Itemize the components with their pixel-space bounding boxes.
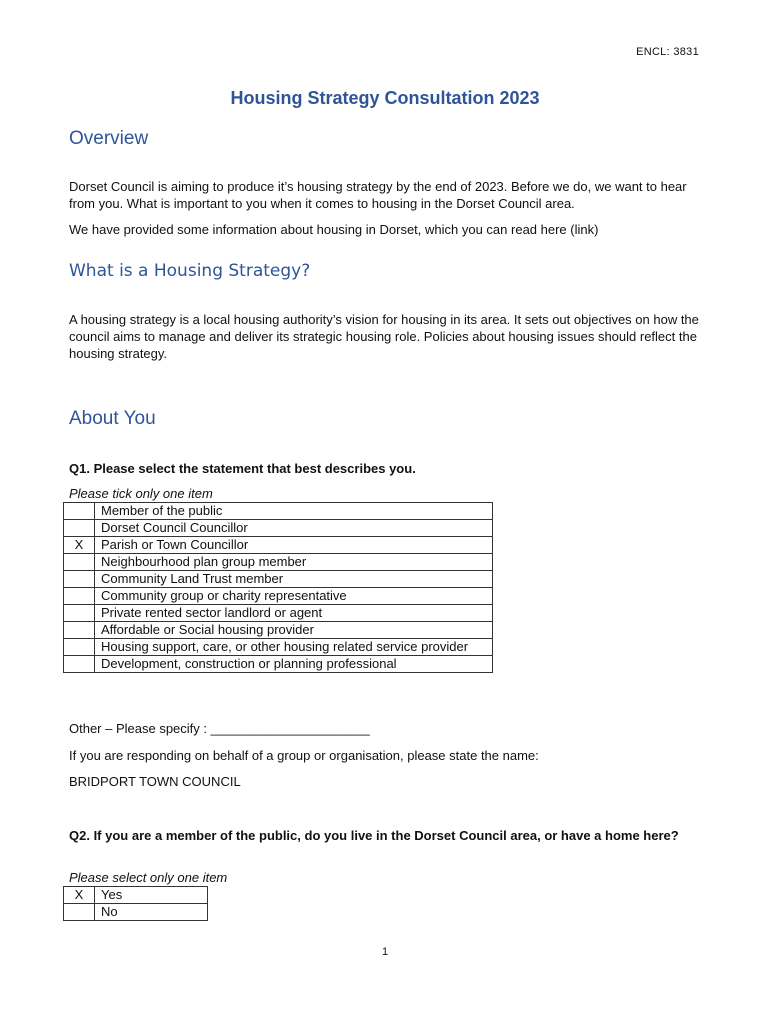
option-row[interactable] <box>64 605 493 622</box>
question-2: Q2. If you are a member of the public, do you live in the Dorset Council area, or have a home here? <box>69 828 679 843</box>
tick-box[interactable] <box>64 605 95 622</box>
tick-box[interactable]: X <box>64 887 95 904</box>
tick-box[interactable] <box>64 656 95 673</box>
tick-box[interactable] <box>64 904 95 921</box>
option-row[interactable] <box>64 503 493 520</box>
question-2-options-table <box>63 886 208 921</box>
tick-box[interactable] <box>64 588 95 605</box>
tick-box[interactable] <box>64 622 95 639</box>
option-row[interactable] <box>64 554 493 571</box>
page-number: 1 <box>381 946 389 958</box>
option-label: Parish or Town Councillor <box>95 537 493 554</box>
option-label: No <box>95 904 208 921</box>
option-label: Member of the public <box>95 503 493 520</box>
option-label: Yes <box>95 887 208 904</box>
organisation-answer[interactable]: BRIDPORT TOWN COUNCIL <box>69 774 241 789</box>
question-1-instruction: Please tick only one item <box>69 486 213 501</box>
overview-paragraph-2: We have provided some information about housing in Dorset, which you can read here (link) <box>69 222 599 237</box>
question-1: Q1. Please select the statement that best describes you. <box>69 461 416 476</box>
question-1-options-table <box>63 502 493 673</box>
option-label: Private rented sector landlord or agent <box>95 605 493 622</box>
option-row[interactable] <box>64 904 208 921</box>
option-label: Neighbourhood plan group member <box>95 554 493 571</box>
tick-box[interactable] <box>64 571 95 588</box>
tick-box[interactable] <box>64 520 95 537</box>
option-row[interactable] <box>64 656 493 673</box>
document-title: Housing Strategy Consultation 2023 <box>230 88 540 108</box>
overview-heading: Overview <box>69 128 149 149</box>
tick-box[interactable] <box>64 503 95 520</box>
option-row[interactable] <box>64 520 493 537</box>
what-is-paragraph: A housing strategy is a local housing authority’s vision for housing in its area. It sets out objectives on how the council aims to manage and deliver its strategic housing role. Policies about housing issues should reflect the housing strategy. <box>69 312 699 361</box>
reference-number: ENCL: 3831 <box>636 46 699 58</box>
option-label: Community Land Trust member <box>95 571 493 588</box>
option-label: Affordable or Social housing provider <box>95 622 493 639</box>
question-2-instruction: Please select only one item <box>69 870 228 885</box>
tick-box[interactable] <box>64 554 95 571</box>
option-label: Dorset Council Councillor <box>95 520 493 537</box>
option-row[interactable] <box>64 887 208 904</box>
organisation-prompt: If you are responding on behalf of a group or organisation, please state the name: <box>69 748 539 763</box>
option-row[interactable] <box>64 639 493 656</box>
option-label: Community group or charity representative <box>95 588 493 605</box>
what-is-heading: What is a Housing Strategy? <box>69 261 311 281</box>
option-row[interactable] <box>64 588 493 605</box>
overview-paragraph-1: Dorset Council is aiming to produce it’s housing strategy by the end of 2023. Before we do, we want to hear from you. What is important to you when it comes to housing in the Dorset Council area. <box>69 179 687 211</box>
option-label: Development, construction or planning professional <box>95 656 493 673</box>
tick-box[interactable]: X <box>64 537 95 554</box>
tick-box[interactable] <box>64 639 95 656</box>
option-row[interactable] <box>64 537 493 554</box>
option-label: Housing support, care, or other housing related service provider <box>95 639 493 656</box>
other-specify-field[interactable]: Other – Please specify : ______________________ <box>69 721 370 736</box>
option-row[interactable] <box>64 622 493 639</box>
about-you-heading: About You <box>69 408 156 429</box>
option-row[interactable] <box>64 571 493 588</box>
